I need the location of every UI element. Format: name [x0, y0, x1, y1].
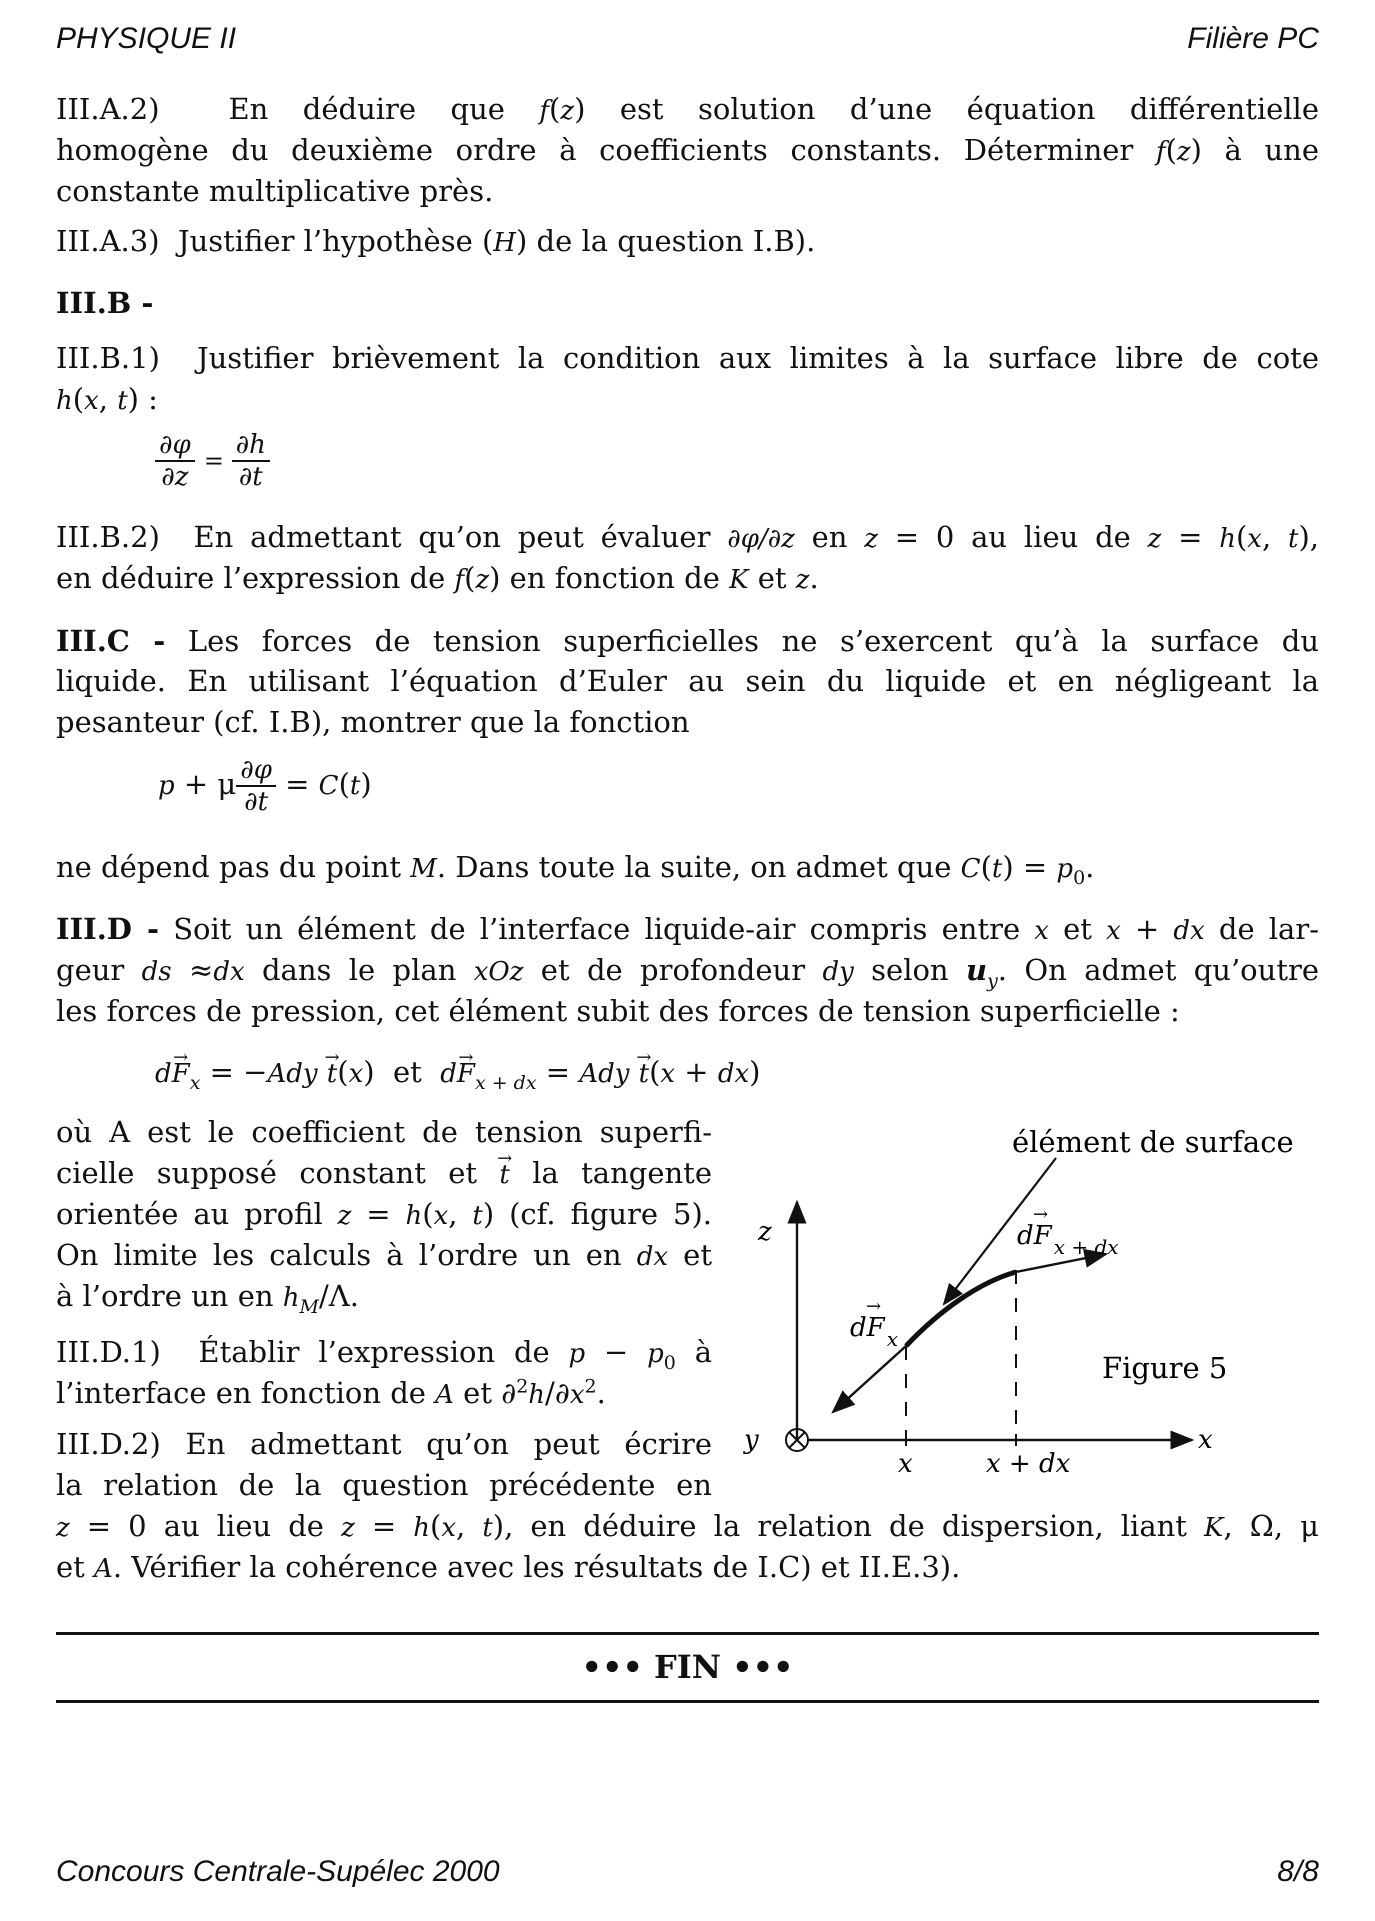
text-line: à l’ordre un en $h_M/\Lambda$. — [56, 1279, 359, 1318]
text-line: III.A.3) Justifier l’hypothèse (H) de la question I.B). — [56, 224, 816, 258]
text-line: liquide. En utilisant l’équation d’Euler au sein du liquide et en négligeant la — [56, 664, 1319, 698]
tick-xdx-label: x + dx — [986, 1449, 1071, 1479]
text-line: les forces de pression, cet élément subit des forces de tension superficielle : — [56, 994, 1180, 1028]
footer-page-number: 8/8 — [1277, 1855, 1319, 1888]
force-right-label: dF $_{x + dx}$ — [1017, 1221, 1119, 1259]
text-line: III.B.2) En admettant qu’on peut évaluer ∂φ/∂z en z = 0 au lieu de z = h(x, t), — [56, 520, 1319, 554]
text-line: III.A.2) En déduire que f(z) est solution d’une équation différentielle — [56, 92, 1319, 126]
text-line: III.D.2) En admettant qu’on peut écrire — [56, 1427, 712, 1461]
text-line: l’interface en fonction de A et $\partial^2h/\partial x^2$. — [56, 1375, 606, 1410]
figure-caption: Figure 5 — [1102, 1351, 1228, 1385]
z-axis-label: z — [758, 1217, 772, 1247]
section-heading: III.B - — [56, 286, 154, 320]
text-line: III.C - Les forces de tension superficielles ne s’exercent qu’à la surface du — [56, 624, 1319, 658]
text-line: On limite les calculs à l’ordre un en dx et — [56, 1238, 712, 1272]
equation-tension: $d\to F_x = -Ady \to t(x)$ et $d\to F_{x + dx}$ = Ady → t(x + dx) — [155, 1055, 760, 1091]
text-line: III.B.1) Justifier brièvement la condition aux limites à la surface libre de cote — [56, 341, 1319, 375]
surface-label: élément de surface — [1012, 1125, 1294, 1159]
text-line: où A est le coefficient de tension superfi- — [56, 1115, 712, 1149]
text-line: z = 0 au lieu de z = h(x, t), en déduire la relation de dispersion, liant K, Ω, μ — [56, 1509, 1319, 1543]
y-axis-label: y — [744, 1425, 759, 1455]
text-line: en déduire l’expression de f(z) en fonction de K et z. — [56, 561, 819, 595]
text-line: geur ds ≈dx dans le plan xOz et de profondeur dy selon $u_y$. On admet qu’outre — [56, 953, 1319, 992]
header-track: Filière PC — [1187, 22, 1319, 55]
text-line: la relation de la question précédente en — [56, 1468, 712, 1502]
equation-euler: p + μ $\frac{\partial\varphi}{\partial t}$ = C(t) — [158, 755, 372, 817]
footer-contest: Concours Centrale-Supélec 2000 — [56, 1855, 500, 1888]
force-left-arrow — [833, 1346, 906, 1412]
force-left-label: dF $_x$ — [850, 1313, 898, 1351]
text-line: III.D - Soit un élément de l’interface liquide-air compris entre x et x + dx de lar- — [56, 912, 1319, 946]
figure-5 — [730, 1120, 1330, 1480]
x-axis-label: x — [1198, 1425, 1213, 1455]
header-subject: PHYSIQUE II — [56, 22, 237, 55]
end-marker: ••• FIN ••• — [581, 1648, 794, 1686]
tick-x-label: x — [898, 1449, 913, 1479]
force-right-vec-arrow: → — [1033, 1204, 1049, 1225]
text-line: cielle supposé constant et → t la tangente — [56, 1156, 712, 1192]
text-line: III.D.1) Établir l’expression de $p - p_0$ à — [56, 1335, 712, 1374]
text-line: constante multiplicative près. — [56, 174, 494, 208]
rule-top — [56, 1632, 1319, 1635]
text-line: homogène du deuxième ordre à coefficients constants. Déterminer f(z) à une — [56, 133, 1319, 167]
force-left-vec-arrow: → — [866, 1296, 882, 1317]
text-line: orientée au profil z = h(x, t) (cf. figure 5). — [56, 1197, 712, 1231]
text-line: ne dépend pas du point M. Dans toute la suite, on admet que $C(t) = p_0$. — [56, 850, 1095, 889]
equation-boundary: $\frac{\partial\varphi}{\partial z}$ = $\frac{\partial h}{\partial t}$ — [155, 430, 270, 492]
text-line: h(x, t) : — [56, 382, 158, 416]
text-line: pesanteur (cf. I.B), montrer que la fonction — [56, 705, 690, 739]
text-line: et A. Vérifier la cohérence avec les résultats de I.C) et II.E.3). — [56, 1550, 961, 1584]
rule-bottom — [56, 1700, 1319, 1703]
